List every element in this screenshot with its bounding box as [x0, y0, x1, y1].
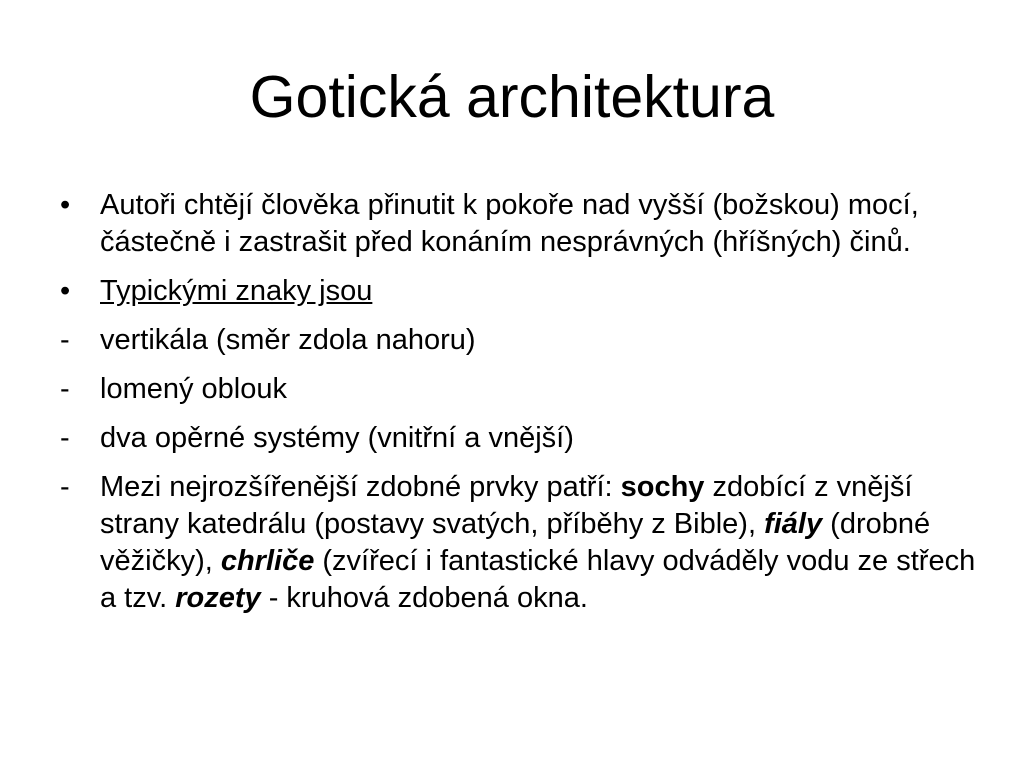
- emphasis-sochy: sochy: [620, 471, 705, 503]
- dash-marker: -: [60, 471, 70, 503]
- slide-title: Gotická architektura: [249, 64, 775, 130]
- list-item: [52, 371, 982, 408]
- text-segment: Mezi nejrozšířenější zdobné prvky patří:: [100, 471, 621, 503]
- list-item: [52, 469, 982, 617]
- list-item-text-underlined: Typickými znaky jsou: [100, 275, 373, 307]
- list-item-text: vertikála (směr zdola nahoru): [100, 324, 476, 356]
- text-segment: (zvířecí i fantastické hlavy odváděly vodu ze střech a tzv.: [100, 545, 976, 614]
- dash-marker: -: [60, 422, 70, 454]
- emphasis-chrlice: chrliče: [220, 545, 315, 577]
- text-segment: zdobící z vnější strany katedrálu (postavy svatých, příběhy z Bible),: [100, 471, 913, 540]
- list-item: [52, 322, 982, 359]
- dash-marker: -: [60, 324, 70, 356]
- slide-body: [52, 187, 982, 629]
- text-segment: - kruhová zdobená okna.: [260, 582, 588, 614]
- dash-marker: -: [60, 373, 70, 405]
- text-segment: (drobné věžičky),: [100, 508, 931, 577]
- list-item-text: lomený oblouk: [100, 373, 287, 405]
- list-item: [52, 420, 982, 457]
- list-item: [52, 273, 982, 310]
- emphasis-fialy: fiály: [764, 508, 823, 540]
- list-item-text: Autoři chtějí člověka přinutit k pokoře nad vyšší (božskou) mocí, částečně i zastrašit před konáním nesprávných (hříšných) činů.: [100, 189, 919, 258]
- bullet-marker: •: [60, 275, 71, 307]
- list-item: [52, 187, 982, 261]
- emphasis-rozety: rozety: [175, 582, 261, 614]
- list-item-text: [100, 471, 975, 614]
- bullet-marker: •: [60, 189, 71, 221]
- list-item-text: dva opěrné systémy (vnitřní a vnější): [100, 422, 574, 454]
